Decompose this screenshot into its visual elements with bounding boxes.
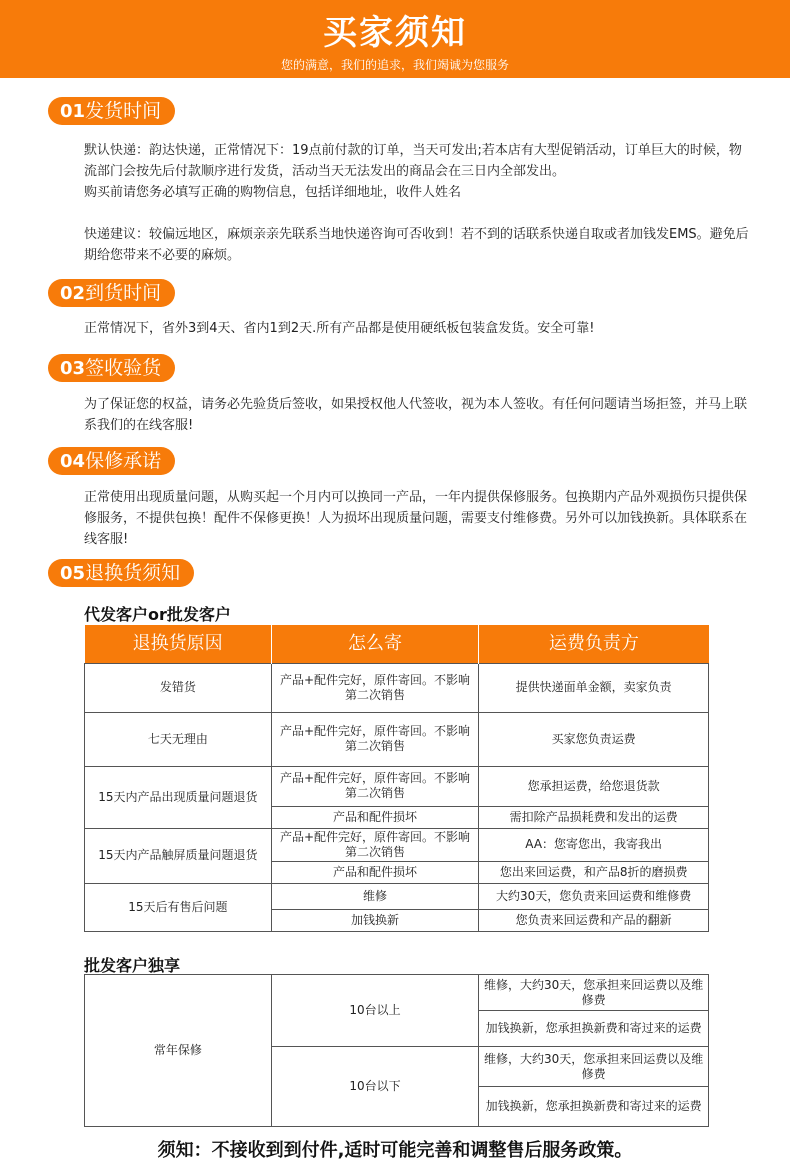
shipping-paragraph-1: 默认快递：韵达快递，正常情况下：19点前付款的订单，当天可发出;若本店有大型促销活动，订单巨大的时候，物流部门会按先后付款顺序进行发货，活动当天无法发出的商品会在三日内全部发出。 — [84, 143, 742, 179]
table-row — [85, 663, 709, 712]
section-tag-returns: 05退换货须知 — [48, 559, 194, 587]
table-cell: 提供快递面单金额，卖家负责 — [479, 663, 709, 712]
table-cell: 您承担运费，给您退货款 — [479, 766, 709, 806]
table-row — [85, 883, 709, 909]
table-cell: 产品和配件损坏 — [271, 861, 479, 883]
footer-notice: 须知：不接收到到付件,适时可能完善和调整售后服务政策。 — [157, 1140, 633, 1161]
shipping-paragraph-2: 购买前请您务必填写正确的购物信息，包括详细地址，收件人姓名 — [84, 185, 462, 200]
shipping-paragraph-3: 快递建议：较偏远地区，麻烦亲亲先联系当地快递咨询可否收到！若不到的话联系快递自取或者加钱发EMS。避免后期给您带来不必要的麻烦。 — [84, 227, 749, 263]
table-cell: 七天无理由 — [85, 712, 272, 766]
table-cell: 10台以上 — [271, 975, 479, 1047]
page-subtitle: 您的满意，我们的追求，我们竭诚为您服务 — [280, 58, 509, 72]
table-cell: 发错货 — [85, 663, 272, 712]
table-cell: 买家您负责运费 — [479, 712, 709, 766]
section-tag-warranty: 04保修承诺 — [48, 447, 175, 475]
page-title: 买家须知 — [323, 13, 467, 53]
table-cell: 15天内产品出现质量问题退货 — [85, 766, 272, 828]
table-cell: 加钱换新 — [271, 909, 479, 931]
table-cell: 您出来回运费，和产品8折的磨损费 — [479, 861, 709, 883]
table2-caption: 批发客户独享 — [84, 956, 181, 975]
page-header — [0, 0, 790, 78]
section-tag-shipping: 01发货时间 — [48, 97, 175, 125]
table-cell: 产品+配件完好，原件寄回。不影响第二次销售 — [271, 712, 479, 766]
table-cell: 需扣除产品损耗费和发出的运费 — [479, 806, 709, 828]
table-cell: 产品+配件完好，原件寄回。不影响第二次销售 — [271, 663, 479, 712]
table-cell: 维修，大约30天，您承担来回运费以及维修费 — [479, 975, 709, 1011]
table-cell: 维修，大约30天，您承担来回运费以及维修费 — [479, 1047, 709, 1087]
table-cell: 加钱换新，您承担换新费和寄过来的运费 — [479, 1087, 709, 1127]
table-header-payer: 运费负责方 — [479, 625, 709, 663]
table-cell: 产品和配件损坏 — [271, 806, 479, 828]
table-row — [85, 975, 709, 1011]
table-row — [85, 766, 709, 806]
table-cell: AA：您寄您出，我寄我出 — [479, 828, 709, 861]
table-row — [85, 828, 709, 861]
table-cell: 维修 — [271, 883, 479, 909]
table-header-reason: 退换货原因 — [85, 625, 272, 663]
table-cell: 15天后有售后问题 — [85, 883, 272, 931]
warranty-paragraph: 正常使用出现质量问题，从购买起一个月内可以换同一产品，一年内提供保修服务。包换期内产品外观损伤只提供保修服务，不提供包换！配件不保修更换！人为损坏出现质量问题，需要支付维修费。另外可以加钱换新。具体联系在线客服! — [84, 490, 748, 547]
inspection-paragraph: 为了保证您的权益，请务必先验货后签收，如果授权他人代签收，视为本人签收。有任何问题请当场拒签，并马上联系我们的在线客服! — [84, 397, 748, 433]
table-cell: 产品+配件完好，原件寄回。不影响第二次销售 — [271, 828, 479, 861]
table-cell: 大约30天，您负责来回运费和维修费 — [479, 883, 709, 909]
table-header-method: 怎么寄 — [271, 625, 479, 663]
table-cell: 10台以下 — [271, 1047, 479, 1127]
table-cell: 加钱换新，您承担换新费和寄过来的运费 — [479, 1011, 709, 1047]
table-cell: 15天内产品触屏质量问题退货 — [85, 828, 272, 883]
table-cell: 产品+配件完好，原件寄回。不影响第二次销售 — [271, 766, 479, 806]
table-cell: 常年保修 — [85, 975, 272, 1127]
section-tag-arrival: 02到货时间 — [48, 279, 175, 307]
section-tag-inspection: 03签收验货 — [48, 354, 175, 382]
table-cell: 您负责来回运费和产品的翻新 — [479, 909, 709, 931]
table1-caption: 代发客户or批发客户 — [84, 605, 231, 624]
returns-table — [84, 625, 709, 932]
table-row — [85, 712, 709, 766]
arrival-paragraph: 正常情况下，省外3到4天、省内1到2天.所有产品都是使用硬纸板包装盒发货。安全可靠! — [84, 321, 595, 336]
wholesale-table — [84, 974, 709, 1127]
